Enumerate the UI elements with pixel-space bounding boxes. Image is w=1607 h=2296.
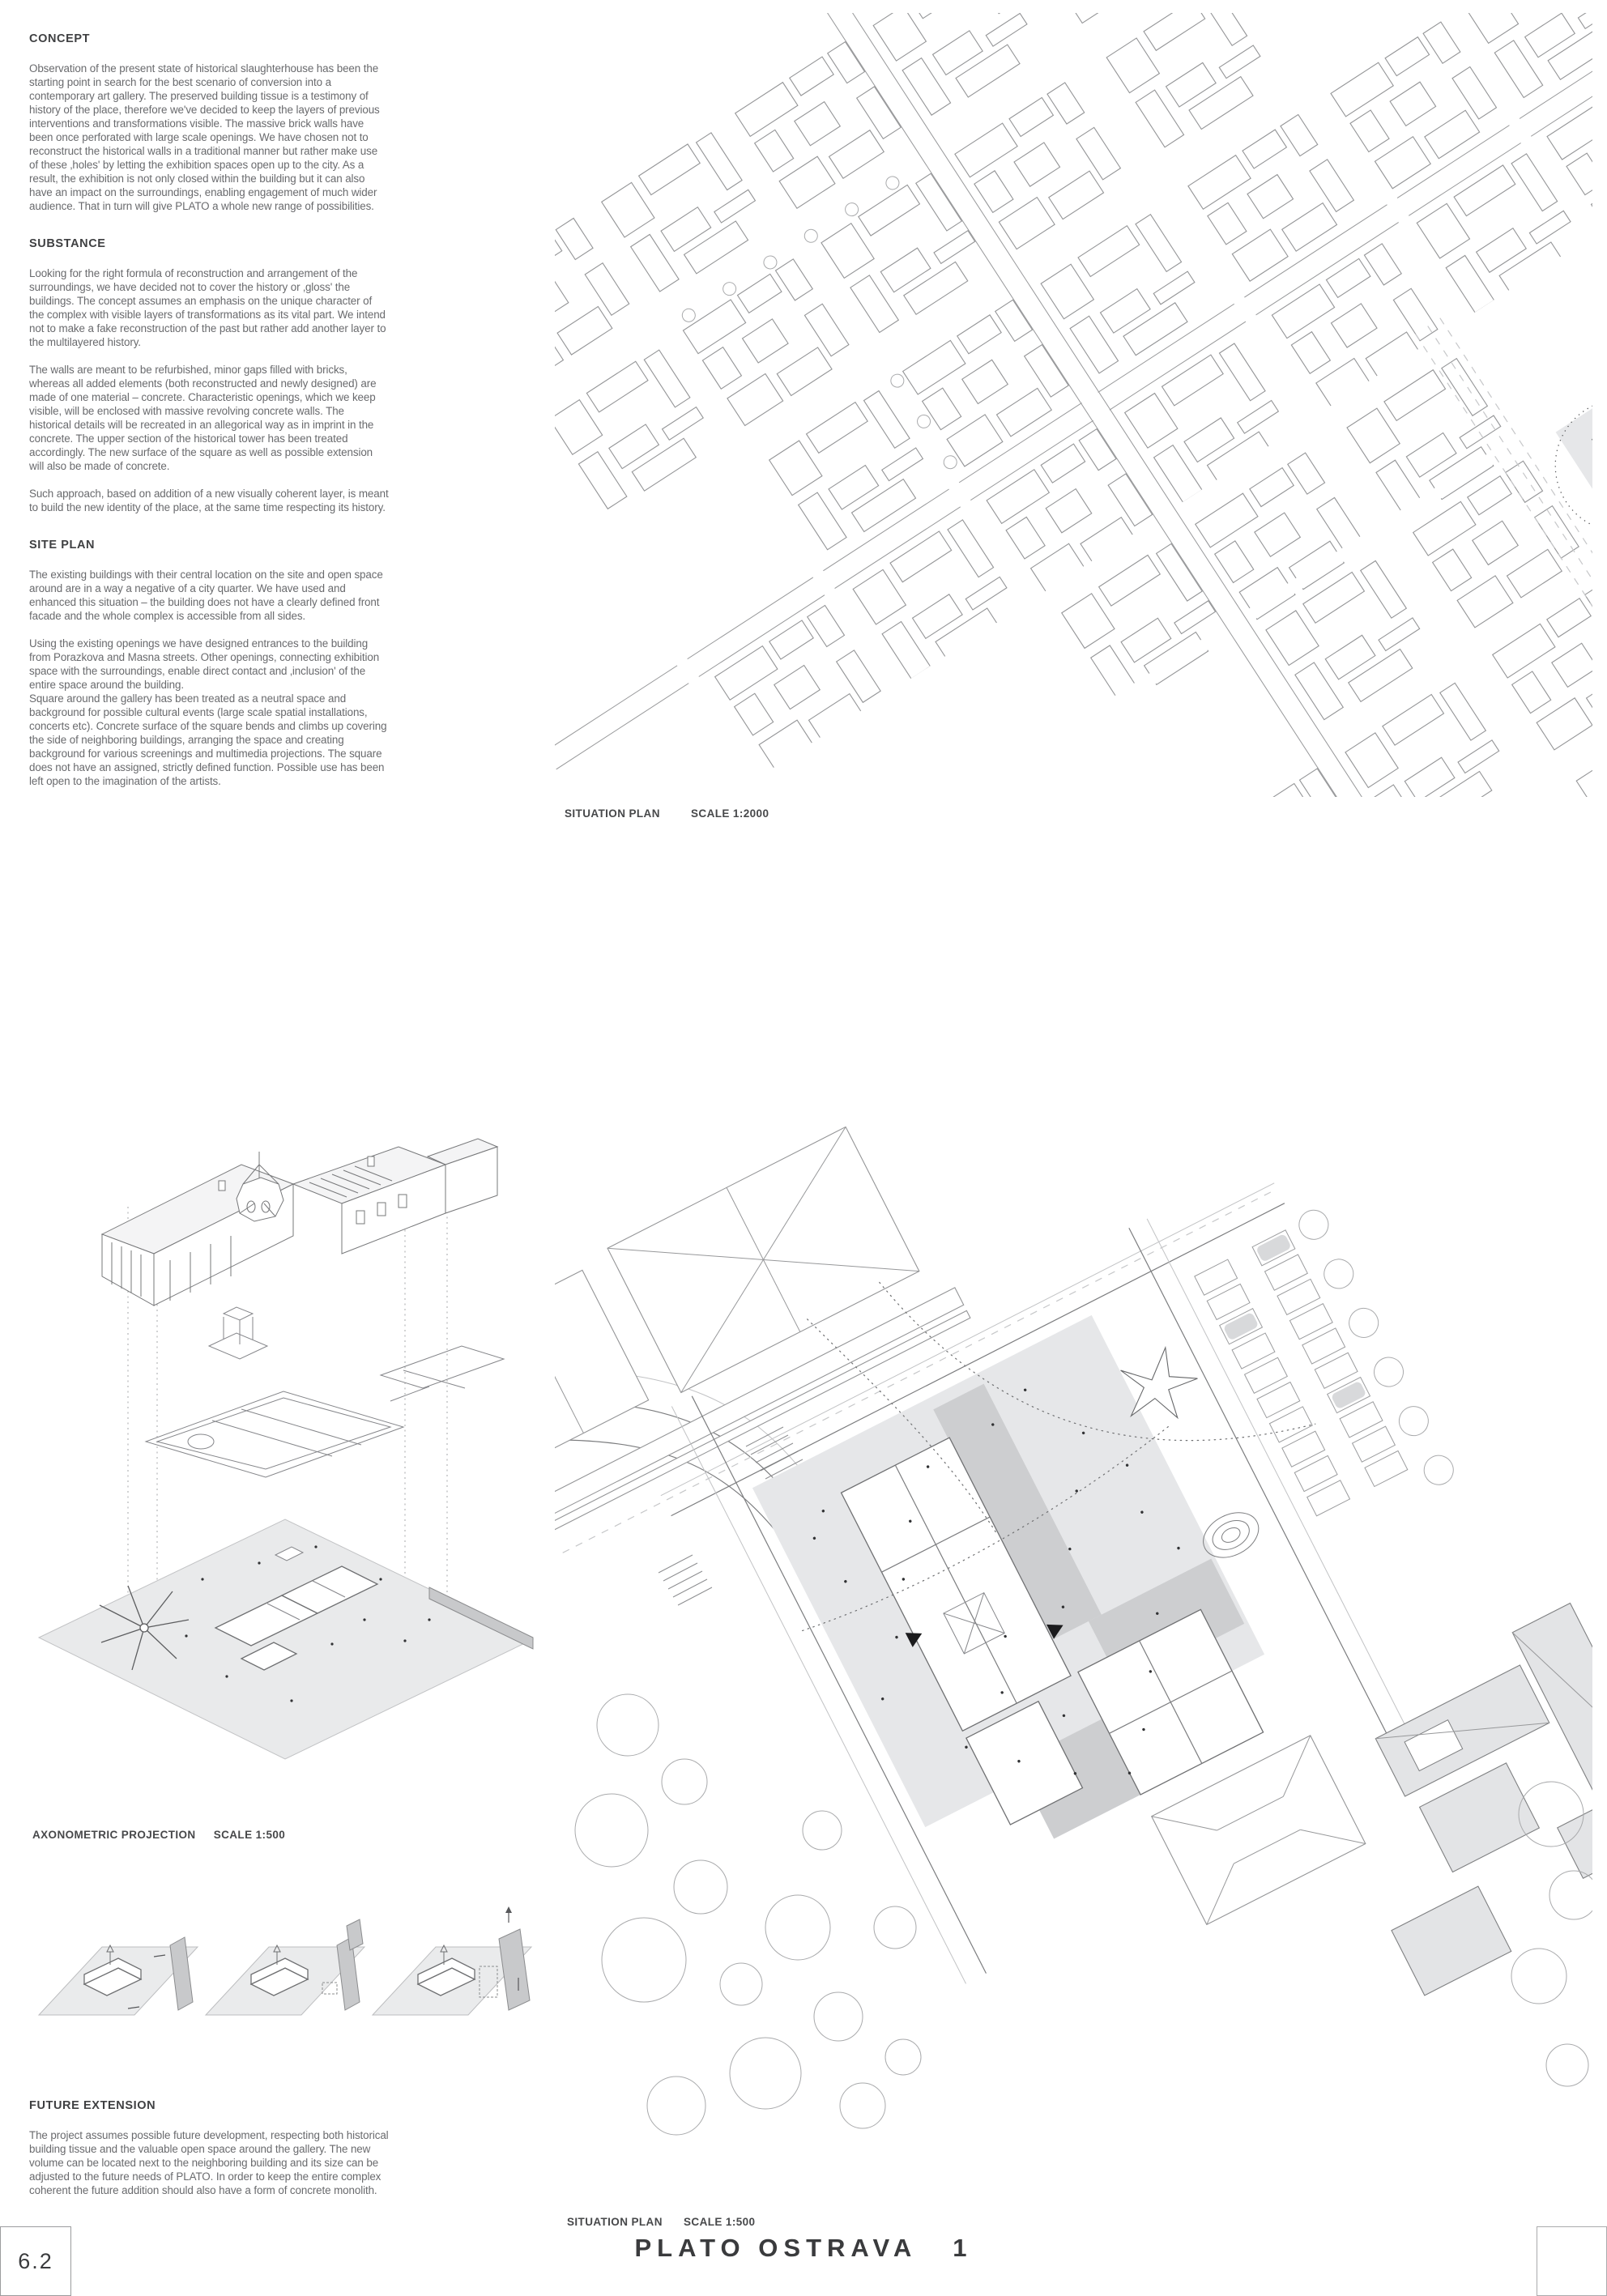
future-extension-diagrams <box>32 1887 535 2038</box>
historical-building-axon <box>102 1139 497 1306</box>
extension-phase-1 <box>39 1937 198 2015</box>
label-situation-plan-2000 <box>565 807 769 820</box>
sheet-number-box <box>0 2226 71 2296</box>
section-heading-site-plan: SITE PLAN <box>29 539 96 552</box>
drawing-scale: SCALE 1:2000 <box>691 807 769 820</box>
board-title <box>0 2234 1607 2263</box>
site-plan-paragraph-1: The existing buildings with their central location on the site and open space around are in a way a negative of a city quarter. We have used and enhanced this situation – the building does not have a clearly defined front facade and the whole complex is accessible from all sides. <box>29 569 383 622</box>
site-plan-paragraph-2: Using the existing openings we have designed entrances to the building from Porazkova and Masna streets. Other openings, connecting exhibition space with the surroundings, enable direct contact and ‚inclusion' of the entire space around the building. <box>29 637 380 691</box>
exploded-axonometric-drawing <box>24 1061 543 1798</box>
corner-marker-box <box>1537 2226 1607 2296</box>
future-extension-paragraph: The project assumes possible future development, respecting both historical building tissue and the valuable open space around the gallery. The new volume can be located next to the neighboring building and its size can be adjusted to the future needs of PLATO. In order to keep the entire complex coherent the future addition should also have a form of concrete monolith. <box>29 2129 389 2196</box>
ground-plane-layer <box>39 1519 533 1759</box>
situation-plan-500-drawing <box>555 1053 1592 2170</box>
section-concept <box>29 32 389 213</box>
drawing-scale: SCALE 1:500 <box>684 2216 756 2228</box>
city-map-drawing <box>555 13 1592 797</box>
substance-paragraph-3: Such approach, based on addition of a new visually coherent layer, is meant to build the new identity of the place, at the same time respecting its history. <box>29 488 389 513</box>
drawing-title: SITUATION PLAN <box>565 807 660 820</box>
floor-plan-layer <box>146 1307 504 1477</box>
extension-phase-diagrams <box>32 1887 535 2038</box>
substance-paragraph-2: The walls are meant to be refurbished, minor gaps filled with bricks, whereas all added elements (both reconstructed and newly designed) are made of one material – concrete. Characteristic openings, which we keep visible, will be enclosed with massive revolving concrete walls. The historical details will be recreated in an allegorical way as in imprint in the concrete. The upper section of the historical tower has been treated accordingly. The new surface of the square as well as possible extension will also be made of concrete. <box>29 364 377 472</box>
label-situation-plan-500 <box>567 2216 755 2228</box>
concept-paragraph: Observation of the present state of historical slaughterhouse has been the starting point in search for the best scenario of conversion into a contemporary art gallery. The preserved building tissue is a testimony of history of the place, therefore we've decided to keep the layers of previous interventions and transformations visible. The massive brick walls have been once perforated with large scale openings. We have chosen not to reconstruct the historical walls in a traditional manner but rather make use of these ‚holes' by letting the exhibition spaces open up to the city. As a result, the exhibition is not only closed within the building but it can also have an impact on the surroundings, enabling engagement of much wider audience. That in turn will give PLATO a whole new range of possibilities. <box>29 62 380 212</box>
extension-phase-3 <box>373 1906 531 2015</box>
section-heading-future-extension: FUTURE EXTENSION <box>29 2099 156 2112</box>
section-substance <box>29 237 389 514</box>
project-title: PLATO OSTRAVA <box>634 2234 918 2262</box>
extension-phase-2 <box>206 1919 364 2015</box>
drawing-title: SITUATION PLAN <box>567 2216 663 2228</box>
section-heading-substance: SUBSTANCE <box>29 237 106 250</box>
site-plan-paragraph-3: Square around the gallery has been treated as a neutral space and background for possible cultural events (large scale spatial installations, concerts etc). Concrete surface of the square bends and climbs up covering the side of neighboring buildings, arranging the space and creating background for various screenings and multimedia projections. The square does not have an assigned, strictly defined function. Possible use has been left open to the imagination of the artists. <box>29 692 387 787</box>
sheet-number: 6.2 <box>18 2248 53 2273</box>
rotated-site-group <box>555 1053 1592 2170</box>
drawing-scale: SCALE 1:500 <box>213 1829 286 1841</box>
axonometric-projection-drawing <box>24 1061 543 1798</box>
tree-cluster-southwest <box>575 1694 921 2135</box>
drawing-title: AXONOMETRIC PROJECTION <box>32 1829 196 1841</box>
label-axonometric <box>32 1829 285 1841</box>
section-site-plan <box>29 539 389 788</box>
text-column <box>29 32 389 812</box>
section-heading-concept: CONCEPT <box>29 32 91 45</box>
rotated-city-grid <box>555 13 1592 797</box>
site-plan-drawing <box>555 1053 1592 2170</box>
substance-paragraph-1: Looking for the right formula of reconstruction and arrangement of the surroundings, we have decided not to cover the history or ‚gloss' the buildings. The concept assumes an emphasis on the unique character of the complex with visible layers of transformations as its vital part. We intend not to make a fake reconstruction of the past but rather add another layer to the multilayered history. <box>29 267 386 348</box>
situation-plan-2000-drawing <box>555 13 1592 797</box>
parking-lot <box>1191 1205 1458 1542</box>
board-number: 1 <box>953 2234 973 2262</box>
section-future-extension <box>29 2099 389 2221</box>
